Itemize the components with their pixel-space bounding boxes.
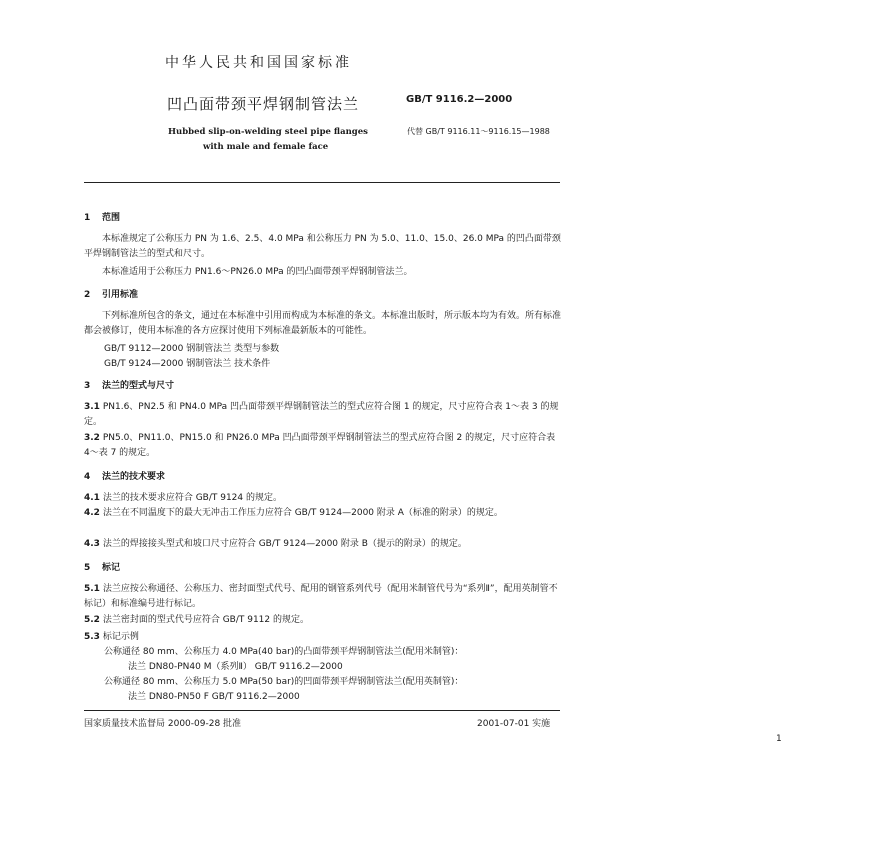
section-1-paragraph-2: 本标准适用于公称压力 PN1.6～PN26.0 MPa 的凹凸面带颈平焊钢制管法兰。 bbox=[102, 267, 413, 277]
example-2-marking: 法兰 DN80-PN50 F GB/T 9116.2—2000 bbox=[128, 692, 300, 702]
clause-3-2 bbox=[84, 431, 562, 461]
section-number: 3 bbox=[84, 381, 91, 391]
clause-3-1 bbox=[84, 400, 562, 430]
clause-number: 4.3 bbox=[84, 539, 100, 549]
section-3-heading bbox=[84, 378, 174, 391]
clause-text: PN5.0、PN11.0、PN15.0 和 PN26.0 MPa 凹凸面带颈平焊钢制管法兰的型式应符合图 2 的规定，尺寸应符合表 4～表 7 的规定。 bbox=[84, 433, 556, 458]
header-divider bbox=[84, 182, 560, 183]
footer-divider bbox=[84, 710, 560, 711]
section-number: 1 bbox=[84, 213, 91, 223]
section-number: 2 bbox=[84, 290, 91, 300]
clause-number: 4.2 bbox=[84, 508, 100, 518]
approval-date: 国家质量技术监督局 2000-09-28 批准 bbox=[84, 719, 242, 729]
section-title: 范围 bbox=[102, 213, 121, 223]
replaces-standard: 代替 GB/T 9116.11～9116.15—1988 bbox=[407, 127, 550, 136]
document-title-cn: 凹凸面带颈平焊钢制管法兰 bbox=[167, 95, 360, 113]
clause-number: 5.1 bbox=[84, 584, 100, 594]
clause-4-2 bbox=[84, 506, 562, 521]
clause-text: 法兰的焊接接头型式和坡口尺寸应符合 GB/T 9124—2000 附录 B（提示的附录）的规定。 bbox=[102, 539, 467, 549]
clause-text: 法兰应按公称通径、公称压力、密封面型式代号、配用的钢管系列代号（配用米制管代号为“系列Ⅱ”，配用英制管不标记）和标准编号进行标记。 bbox=[84, 584, 558, 609]
section-5-heading bbox=[84, 560, 120, 573]
section-4-heading bbox=[84, 469, 165, 482]
clause-text: PN1.6、PN2.5 和 PN4.0 MPa 凹凸面带颈平焊钢制管法兰的型式应符合图 1 的规定，尺寸应符合表 1～表 3 的规定。 bbox=[84, 402, 559, 427]
example-1-marking: 法兰 DN80-PN40 M（系列Ⅱ） GB/T 9116.2—2000 bbox=[128, 662, 343, 672]
section-1-paragraph-1: 本标准规定了公称压力 PN 为 1.6、2.5、4.0 MPa 和公称压力 PN 为 5.0、11.0、15.0、26.0 MPa 的凹凸面带颈平焊钢制管法兰的型式和尺寸。 bbox=[84, 234, 561, 259]
section-title: 法兰的技术要求 bbox=[102, 472, 166, 482]
clause-number: 3.1 bbox=[84, 402, 100, 412]
document-title-en-line1: Hubbed slip-on-welding steel pipe flanges bbox=[168, 127, 368, 137]
section-2-heading bbox=[84, 287, 138, 300]
clause-number: 3.2 bbox=[84, 433, 100, 443]
page-number: 1 bbox=[776, 734, 782, 744]
section-number: 4 bbox=[84, 472, 91, 482]
clause-4-1 bbox=[84, 491, 562, 506]
clause-4-3 bbox=[84, 537, 562, 552]
clause-number: 5.2 bbox=[84, 615, 100, 625]
clause-number: 5.3 bbox=[84, 632, 100, 642]
section-title: 法兰的型式与尺寸 bbox=[102, 381, 175, 391]
reference-standard-1: GB/T 9112—2000 钢制管法兰 类型与参数 bbox=[104, 344, 280, 354]
example-2-description: 公称通径 80 mm、公称压力 5.0 MPa(50 bar)的凹面带颈平焊钢制管法兰(配用英制管)： bbox=[104, 677, 464, 687]
clause-5-3 bbox=[84, 629, 139, 642]
clause-5-1 bbox=[84, 582, 562, 612]
section-title: 标记 bbox=[102, 563, 121, 573]
example-1-description: 公称通径 80 mm、公称压力 4.0 MPa(40 bar)的凸面带颈平焊钢制管法兰(配用米制管)： bbox=[104, 647, 464, 657]
clause-5-2 bbox=[84, 613, 562, 628]
implementation-date: 2001-07-01 实施 bbox=[477, 719, 551, 729]
clause-text: 法兰的技术要求应符合 GB/T 9124 的规定。 bbox=[102, 493, 282, 503]
section-1-heading bbox=[84, 210, 120, 223]
section-title: 引用标准 bbox=[102, 290, 139, 300]
section-number: 5 bbox=[84, 563, 91, 573]
clause-number: 4.1 bbox=[84, 493, 100, 503]
clause-text: 法兰密封面的型式代号应符合 GB/T 9112 的规定。 bbox=[102, 615, 309, 625]
standard-number: GB/T 9116.2—2000 bbox=[406, 94, 513, 105]
reference-standard-2: GB/T 9124—2000 钢制管法兰 技术条件 bbox=[104, 359, 271, 369]
clause-text: 法兰在不同温度下的最大无冲击工作压力应符合 GB/T 9124—2000 附录 A（标准的附录）的规定。 bbox=[102, 508, 503, 518]
national-standard-label: 中华人民共和国国家标准 bbox=[165, 55, 352, 71]
section-2-paragraph-1: 下列标准所包含的条文，通过在本标准中引用而构成为本标准的条文。本标准出版时，所示版本均为有效。所有标准都会被修订，使用本标准的各方应探讨使用下列标准最新版本的可能性。 bbox=[84, 311, 562, 336]
clause-text: 标记示例 bbox=[102, 632, 139, 642]
document-title-en-line2: with male and female face bbox=[203, 142, 329, 152]
